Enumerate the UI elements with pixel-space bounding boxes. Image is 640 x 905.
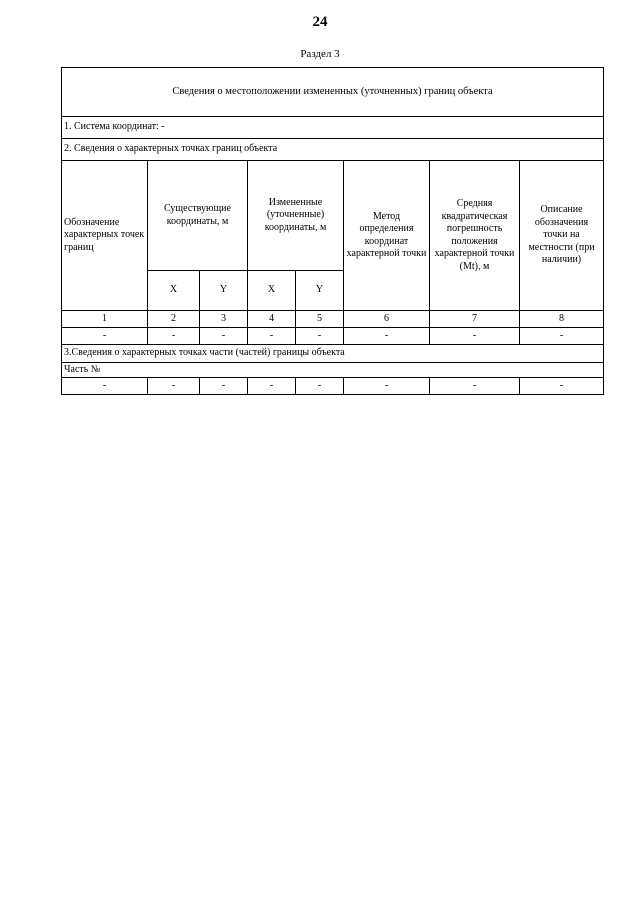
header-x-existing: X [148,271,200,311]
table-cell: - [520,378,604,395]
coord-system: 1. Система координат: - [62,117,604,139]
table-title: Сведения о местоположении измененных (уточненных) границ объекта [62,68,604,117]
header-method: Метод определения координат характерной точки [344,161,430,311]
part-points-title: 3.Сведения о характерных точках части (частей) границы объекта [62,345,604,363]
table-cell: - [248,378,296,395]
column-number: 1 [62,311,148,328]
table-cell: - [430,328,520,345]
header-accuracy: Средняя квадратическая погрешность положения характерной точки (Мt), м [430,161,520,311]
header-y-existing: Y [200,271,248,311]
table-cell: - [344,378,430,395]
column-number: 7 [430,311,520,328]
points-title: 2. Сведения о характерных точках границ объекта [62,139,604,161]
table-cell: - [520,328,604,345]
boundary-table [61,67,604,395]
column-number: 3 [200,311,248,328]
column-number: 2 [148,311,200,328]
table-cell: - [200,328,248,345]
table-cell: - [148,378,200,395]
page-number: 24 [312,14,328,30]
table-cell: - [430,378,520,395]
header-description: Описание обозначения точки на местности (при наличии) [520,161,604,311]
table-cell: - [296,328,344,345]
column-number: 5 [296,311,344,328]
header-changed: Измененные (уточненные) координаты, м [248,161,344,271]
table-cell: - [200,378,248,395]
header-designation: Обозначение характерных точек границ [62,161,148,311]
header-x-changed: X [248,271,296,311]
column-number: 4 [248,311,296,328]
table-cell: - [296,378,344,395]
table-cell: - [344,328,430,345]
table-cell: - [148,328,200,345]
part-label: Часть № [62,363,604,378]
column-number: 8 [520,311,604,328]
section-label: Раздел 3 [300,48,340,60]
table-cell: - [248,328,296,345]
header-existing: Существующие координаты, м [148,161,248,271]
column-number: 6 [344,311,430,328]
table-cell: - [62,328,148,345]
header-y-changed: Y [296,271,344,311]
table-cell: - [62,378,148,395]
